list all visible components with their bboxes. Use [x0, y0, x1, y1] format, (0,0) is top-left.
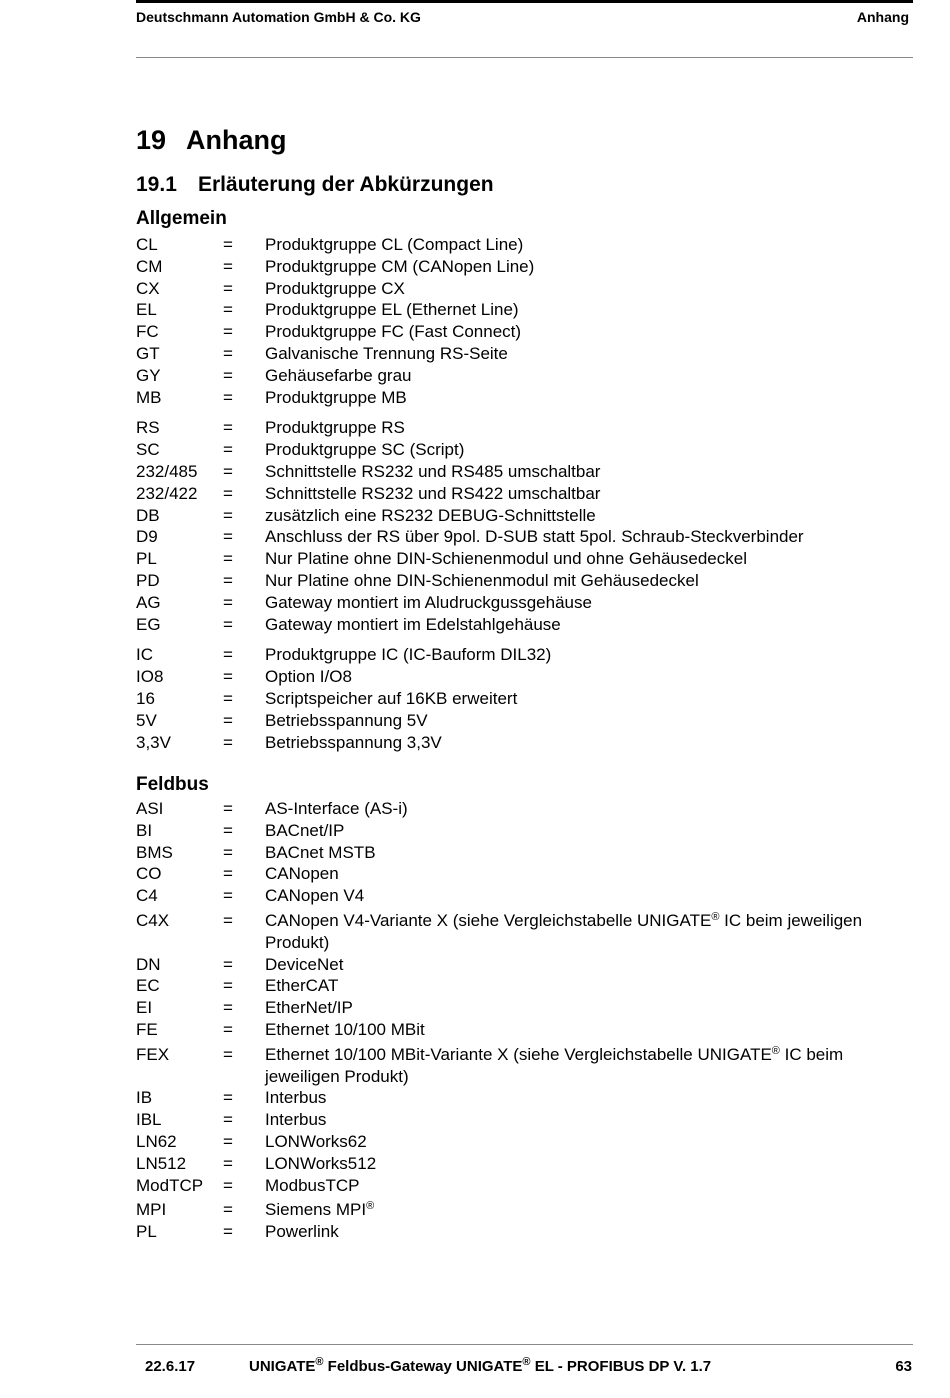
- definition: Nur Platine ohne DIN-Schienenmodul und ohne Gehäusedeckel: [265, 549, 747, 569]
- list-item: [136, 483, 916, 505]
- abbreviation: C4X: [136, 910, 170, 930]
- definition: Produktgruppe EL (Ethernet Line): [265, 300, 519, 320]
- definition: Betriebsspannung 5V: [265, 710, 428, 730]
- equals-sign: =: [223, 954, 233, 974]
- abbreviation: FE: [136, 1019, 158, 1039]
- list-item: [136, 234, 916, 256]
- list-item: [136, 666, 916, 688]
- general-group-2: [136, 417, 916, 635]
- list-item: [136, 1221, 916, 1243]
- definition: LONWorks512: [265, 1153, 377, 1173]
- definition: Produktgruppe CX: [265, 278, 405, 298]
- list-item: [136, 954, 916, 976]
- definition: EtherCAT: [265, 976, 339, 996]
- definition: Gateway montiert im Aludruckgussgehäuse: [265, 592, 592, 612]
- abbreviation: ASI: [136, 799, 164, 818]
- equals-sign: =: [223, 688, 233, 708]
- equals-sign: =: [223, 322, 233, 342]
- equals-sign: =: [223, 278, 233, 298]
- list-item: [136, 842, 916, 864]
- equals-sign: =: [223, 570, 233, 590]
- list-item: [136, 1019, 916, 1041]
- equals-sign: =: [223, 1110, 233, 1130]
- definition: DeviceNet: [265, 954, 344, 974]
- subchapter-number: 19.1: [136, 173, 177, 196]
- definition: Schnittstelle RS232 und RS485 umschaltbar: [265, 461, 601, 481]
- equals-sign: =: [223, 645, 233, 665]
- list-item: [136, 592, 916, 614]
- abbreviation: 232/485: [136, 461, 198, 481]
- list-item: [136, 614, 916, 636]
- equals-sign: =: [223, 910, 233, 930]
- equals-sign: =: [223, 667, 233, 687]
- list-item: [136, 997, 916, 1019]
- list-item: [136, 910, 916, 954]
- definition: Interbus: [265, 1088, 327, 1108]
- registered-mark: ®: [522, 1356, 531, 1368]
- header-top-bar: [136, 0, 913, 3]
- abbreviation: MB: [136, 387, 162, 407]
- definition: Galvanische Trennung RS-Seite: [265, 343, 508, 363]
- abbreviation: RS: [136, 418, 160, 438]
- list-item: [136, 710, 916, 732]
- definition: CANopen V4-Variante X (siehe Vergleichstabelle UNIGATE® IC beim jeweiligen Produkt): [265, 910, 863, 952]
- abbreviation: EI: [136, 998, 153, 1018]
- equals-sign: =: [223, 365, 233, 385]
- definition: Interbus: [265, 1110, 327, 1130]
- list-item: [136, 387, 916, 409]
- definition: Option I/O8: [265, 667, 352, 687]
- definition: Produktgruppe IC (IC-Bauform DIL32): [265, 645, 552, 665]
- equals-sign: =: [223, 549, 233, 569]
- definition: BACnet/IP: [265, 820, 345, 840]
- equals-sign: =: [223, 614, 233, 634]
- page-number: 63: [895, 1358, 912, 1375]
- list-item: [136, 688, 916, 710]
- list-item: [136, 1109, 916, 1131]
- definition: Siemens MPI®: [265, 1200, 375, 1220]
- list-item: [136, 278, 916, 300]
- definition: ModbusTCP: [265, 1175, 360, 1195]
- list-item: [136, 820, 916, 842]
- equals-sign: =: [223, 1222, 233, 1242]
- list-item: [136, 256, 916, 278]
- equals-sign: =: [223, 998, 233, 1018]
- list-item: [136, 798, 916, 820]
- abbreviation: IC: [136, 645, 153, 665]
- abbreviation: PD: [136, 570, 160, 590]
- equals-sign: =: [223, 886, 233, 906]
- abbreviation: DB: [136, 505, 160, 525]
- equals-sign: =: [223, 592, 233, 612]
- list-item: [136, 570, 916, 592]
- abbreviation: CX: [136, 278, 160, 298]
- equals-sign: =: [223, 1175, 233, 1195]
- definition: Schnittstelle RS232 und RS422 umschaltbar: [265, 483, 601, 503]
- list-item: [136, 321, 916, 343]
- list-item: [136, 299, 916, 321]
- general-group-1: [136, 234, 916, 408]
- definition: BACnet MSTB: [265, 842, 376, 862]
- definition: Produktgruppe MB: [265, 387, 407, 407]
- abbreviation: IBL: [136, 1110, 162, 1130]
- abbreviation: BI: [136, 820, 153, 840]
- equals-sign: =: [223, 864, 233, 884]
- equals-sign: =: [223, 256, 233, 276]
- abbreviation: EC: [136, 976, 160, 996]
- abbreviation: AG: [136, 592, 161, 612]
- general-group-3: [136, 644, 916, 753]
- equals-sign: =: [223, 483, 233, 503]
- definition: CANopen: [265, 864, 339, 884]
- abbreviation: PL: [136, 549, 157, 569]
- equals-sign: =: [223, 1153, 233, 1173]
- equals-sign: =: [223, 732, 233, 752]
- definition: Ethernet 10/100 MBit-Variante X (siehe Vergleichstabelle UNIGATE® IC beim jeweiligen Produkt): [265, 1044, 844, 1086]
- definition: zusätzlich eine RS232 DEBUG-Schnittstelle: [265, 505, 596, 525]
- header-section: Anhang: [856, 9, 909, 25]
- list-item: [136, 975, 916, 997]
- abbreviation: CL: [136, 235, 158, 254]
- definition: Produktgruppe CL (Compact Line): [265, 235, 524, 254]
- registered-mark: ®: [711, 910, 720, 923]
- definition: Powerlink: [265, 1222, 339, 1242]
- equals-sign: =: [223, 1131, 233, 1151]
- abbreviation: SC: [136, 440, 160, 460]
- equals-sign: =: [223, 461, 233, 481]
- list-item: [136, 1087, 916, 1109]
- equals-sign: =: [223, 387, 233, 407]
- definition: Gehäusefarbe grau: [265, 365, 412, 385]
- abbreviation: GT: [136, 343, 160, 363]
- abbreviation: EL: [136, 300, 157, 320]
- abbreviation: MPI: [136, 1200, 167, 1220]
- list-item: [136, 365, 916, 387]
- abbreviation: CM: [136, 256, 163, 276]
- registered-mark: ®: [315, 1356, 324, 1368]
- abbreviation: BMS: [136, 842, 173, 862]
- list-item: [136, 505, 916, 527]
- list-item: [136, 644, 916, 666]
- equals-sign: =: [223, 1088, 233, 1108]
- equals-sign: =: [223, 799, 233, 818]
- fieldbus-group-3: [136, 1087, 916, 1196]
- equals-sign: =: [223, 976, 233, 996]
- equals-sign: =: [223, 527, 233, 547]
- equals-sign: =: [223, 1019, 233, 1039]
- equals-sign: =: [223, 300, 233, 320]
- registered-mark: ®: [366, 1200, 375, 1213]
- header-company: Deutschmann Automation GmbH & Co. KG: [136, 9, 421, 25]
- list-item: [136, 732, 916, 754]
- definition: Anschluss der RS über 9pol. D-SUB statt 5pol. Schraub-Steckverbinder: [265, 527, 804, 547]
- definition: Betriebsspannung 3,3V: [265, 732, 442, 752]
- abbreviation: IO8: [136, 667, 164, 687]
- equals-sign: =: [223, 1044, 233, 1064]
- list-item: [136, 885, 916, 907]
- registered-mark: ®: [771, 1044, 780, 1057]
- list-item: [136, 548, 916, 570]
- definition: Produktgruppe FC (Fast Connect): [265, 322, 522, 342]
- definition: Produktgruppe CM (CANopen Line): [265, 256, 535, 276]
- subchapter-title: Erläuterung der Abkürzungen: [198, 173, 494, 196]
- abbreviation: FEX: [136, 1044, 170, 1064]
- abbreviation: FC: [136, 322, 159, 342]
- list-item: [136, 343, 916, 365]
- list-item: [136, 1044, 916, 1088]
- list-item: [136, 526, 916, 548]
- definition: Ethernet 10/100 MBit: [265, 1019, 425, 1039]
- abbreviation: PL: [136, 1222, 157, 1242]
- equals-sign: =: [223, 418, 233, 438]
- abbreviation: LN512: [136, 1153, 187, 1173]
- definition: AS-Interface (AS-i): [265, 799, 408, 818]
- header-divider: [136, 57, 913, 58]
- abbreviation: IB: [136, 1088, 153, 1108]
- abbreviation: ModTCP: [136, 1175, 204, 1195]
- subchapter-heading: [136, 173, 494, 197]
- list-item: [136, 461, 916, 483]
- section-title-general: Allgemein: [136, 208, 227, 229]
- equals-sign: =: [223, 235, 233, 254]
- definition: Scriptspeicher auf 16KB erweitert: [265, 688, 518, 708]
- chapter-title: Anhang: [186, 125, 287, 155]
- section-title-fieldbus: Feldbus: [136, 774, 209, 795]
- abbreviation: 16: [136, 688, 155, 708]
- definition: CANopen V4: [265, 886, 365, 906]
- abbreviation: CO: [136, 864, 162, 884]
- list-item: [136, 1175, 916, 1197]
- footer-divider: [136, 1344, 913, 1345]
- abbreviation: 3,3V: [136, 732, 171, 752]
- chapter-heading: [136, 125, 287, 156]
- abbreviation: EG: [136, 614, 161, 634]
- list-item: [136, 1131, 916, 1153]
- chapter-number: 19: [136, 125, 167, 155]
- list-item: [136, 1199, 916, 1221]
- equals-sign: =: [223, 820, 233, 840]
- abbreviation: C4: [136, 886, 158, 906]
- definition: LONWorks62: [265, 1131, 367, 1151]
- footer-date: 22.6.17: [145, 1358, 196, 1375]
- general-abbreviation-list: [136, 234, 916, 753]
- equals-sign: =: [223, 1200, 233, 1220]
- abbreviation: 232/422: [136, 483, 198, 503]
- list-item: [136, 863, 916, 885]
- abbreviation: D9: [136, 527, 158, 547]
- equals-sign: =: [223, 343, 233, 363]
- abbreviation: GY: [136, 365, 161, 385]
- definition: Nur Platine ohne DIN-Schienenmodul mit Gehäusedeckel: [265, 570, 699, 590]
- list-item: [136, 417, 916, 439]
- equals-sign: =: [223, 842, 233, 862]
- list-item: [136, 1153, 916, 1175]
- equals-sign: =: [223, 710, 233, 730]
- fieldbus-group-1: [136, 798, 916, 907]
- definition: Gateway montiert im Edelstahlgehäuse: [265, 614, 561, 634]
- definition: EtherNet/IP: [265, 998, 353, 1018]
- fieldbus-abbreviation-list: [136, 798, 916, 1243]
- list-item: [136, 439, 916, 461]
- footer-title: UNIGATE® Feldbus-Gateway UNIGATE® EL - PROFIBUS DP V. 1.7: [249, 1356, 712, 1375]
- definition: Produktgruppe RS: [265, 418, 405, 438]
- abbreviation: LN62: [136, 1131, 177, 1151]
- fieldbus-group-2: [136, 954, 916, 1041]
- abbreviation: DN: [136, 954, 161, 974]
- equals-sign: =: [223, 440, 233, 460]
- abbreviation: 5V: [136, 710, 157, 730]
- definition: Produktgruppe SC (Script): [265, 440, 465, 460]
- equals-sign: =: [223, 505, 233, 525]
